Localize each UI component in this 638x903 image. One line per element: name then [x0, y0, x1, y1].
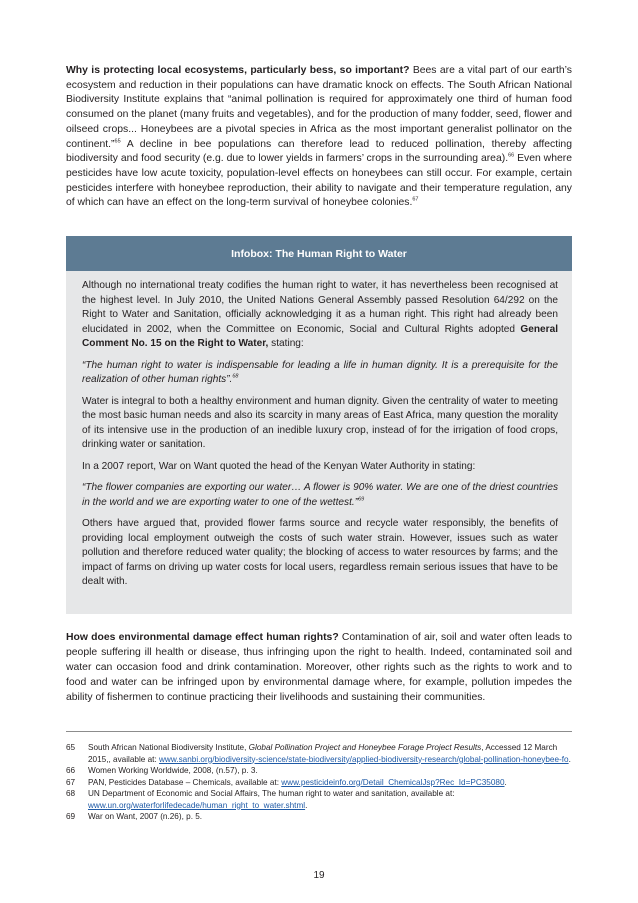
footnote-ref-66[interactable]: 66	[508, 152, 515, 159]
infobox-quote-1	[82, 359, 558, 388]
bees-text-c: Even where pesticides have low acute toxicity, population-level effects on honeybees can still occur. For example, certain pesticides interfere with honeybee reproduction, their ability to navigate and their temperature regulation, any of which can have an effect on the long-term survival of honeybee colonies.	[66, 153, 572, 209]
footnote-number: 67	[66, 777, 76, 787]
infobox-paragraph-2: Water is integral to both a healthy environment and human dignity. Given the centrality of water to meeting the most basic human needs and also its scarcity in many areas of East Africa, many question the morality of its intensive use in the production of an inedible luxury crop, instead of for the irrigation of food crops, drinking water or sanitation.	[82, 395, 558, 450]
infobox-p1-tail: stating:	[268, 338, 304, 349]
footnote-text	[88, 742, 572, 765]
footnote-ref-69[interactable]: 69	[358, 496, 365, 503]
footnote-text: Women Working Worldwide, 2008, (n.57), p. 3.	[88, 766, 258, 775]
footnote-68	[66, 788, 572, 811]
footnote-66	[66, 765, 572, 777]
environment-text: Contamination of air, soil and water often leads to people suffering ill health or disease, thus infringing upon the right to health. Indeed, contaminated soil and water can occasion food and drink contamination. Moreover, other rights such as the rights to work and to food and water can be infringed upon by environmental damage where, for example, pollution impedes the ability of fishermen to continue practicing their livelihoods and sustaining their communities.	[66, 632, 572, 703]
bees-heading: Why is protecting local ecosystems, particularly bess, so important?	[66, 65, 410, 76]
quote-1-text: “The human right to water is indispensable for leading a life in human dignity. It is a prerequisite for the realization of other human rights”.	[82, 359, 558, 385]
footnote-65-access: , Accessed 12 March 2015,, available at:	[88, 743, 558, 764]
environment-paragraph	[66, 630, 572, 705]
general-comment-title: General Comment No. 15 on the Right to Water,	[82, 323, 558, 349]
footnote-65-end: .	[568, 754, 571, 764]
footnote-69	[66, 811, 572, 823]
infobox-paragraph-4: Others have argued that, provided flower farms source and recycle water responsibly, the benefits of providing local employment outweigh the costs of such water strain. However, issues such as water pollution and therefore reduced water quality; the blocking of access to water resources by farms; and the impact of farms on driving up water costs for local users, regardless remain serious issues that have to be dealt with.	[82, 518, 558, 587]
footnote-67-end: .	[504, 777, 507, 787]
footnote-65-link[interactable]: www.sanbi.org/biodiversity-science/state-biodiversity/applied-biodiversity-research/global-pollination-honeybee-fo	[159, 754, 569, 764]
footnote-67-source: PAN, Pesticides Database – Chemicals, available at:	[88, 777, 282, 787]
infobox	[66, 236, 572, 614]
footnote-text	[88, 777, 572, 789]
infobox-title: Infobox: The Human Right to Water	[66, 236, 572, 271]
infobox-paragraph-3: In a 2007 report, War on Want quoted the head of the Kenyan Water Authority in stating:	[82, 460, 476, 472]
infobox-quote-2	[82, 481, 558, 510]
footnote-number: 66	[66, 766, 76, 775]
bees-text-a: Bees are a vital part of our earth’s ecosystem and reduction in their populations can have dramatic knock on effects. The South African National Biodiversity Institute explains that “animal pollination is required for approximately one third of human food consumed on the planet (many fruits and vegetables), and for the production of many fodder, seed, flower and oilseed crops... Honeybees are a pivotal species in Africa as the most important generalist pollinator on the continent.”	[66, 65, 572, 150]
footnote-ref-67[interactable]: 67	[412, 196, 419, 203]
footnote-65	[66, 742, 572, 765]
footnote-ref-68[interactable]: 68	[232, 373, 239, 380]
footnote-text: War on Want, 2007 (n.26), p. 5.	[88, 812, 203, 821]
footnote-ref-65[interactable]: 65	[114, 138, 121, 145]
footnote-number: 65	[66, 743, 76, 752]
footnote-67-link[interactable]: www.pesticideinfo.org/Detail_ChemicalJsp?Rec_Id=PC35080	[281, 777, 505, 787]
environment-heading: How does environmental damage effect human rights?	[66, 632, 339, 643]
footnote-68-link[interactable]: www.un.org/waterforlifedecade/human_right_to_water.shtml	[88, 800, 306, 810]
footnote-number: 69	[66, 812, 76, 821]
intro-paragraph	[66, 64, 572, 211]
quote-2-text: “The flower companies are exporting our water… A flower is 90% water. We are one of the driest countries in the world and we are exporting water to one of the wettest.”	[82, 482, 558, 508]
footnote-divider	[66, 731, 572, 732]
footnotes	[66, 742, 572, 823]
page-number: 19	[313, 870, 325, 881]
infobox-paragraph-1	[82, 279, 558, 352]
bees-text-b: A decline in bee populations can therefore lead to reduced pollination, thereby affecting biodiversity and food security (e.g. due to lower yields in farmers’ crops in the surrounding area).	[66, 138, 572, 165]
footnote-68-source: UN Department of Economic and Social Affairs, The human right to water and sanitation, available at:	[88, 789, 455, 798]
footnote-number: 68	[66, 789, 76, 798]
footnote-65-source: South African National Biodiversity Institute,	[88, 743, 249, 752]
infobox-p1-text: Although no international treaty codifies the human right to water, it has nevertheless been recognised at the highest level. In July 2010, the United Nations General Assembly passed Resolution 64/292 on the Right to Water and Sanitation, officially acknowledging it as a human right. This right had already been elucidated in 2002, when the Committee on Economic, Social and Cultural Rights adopted	[82, 280, 558, 335]
footnote-text	[88, 788, 572, 811]
infobox-body	[66, 271, 572, 590]
footnote-67	[66, 777, 572, 789]
footnote-65-title: Global Pollination Project and Honeybee Forage Project Results	[248, 743, 482, 752]
footnote-68-end: .	[305, 800, 308, 810]
